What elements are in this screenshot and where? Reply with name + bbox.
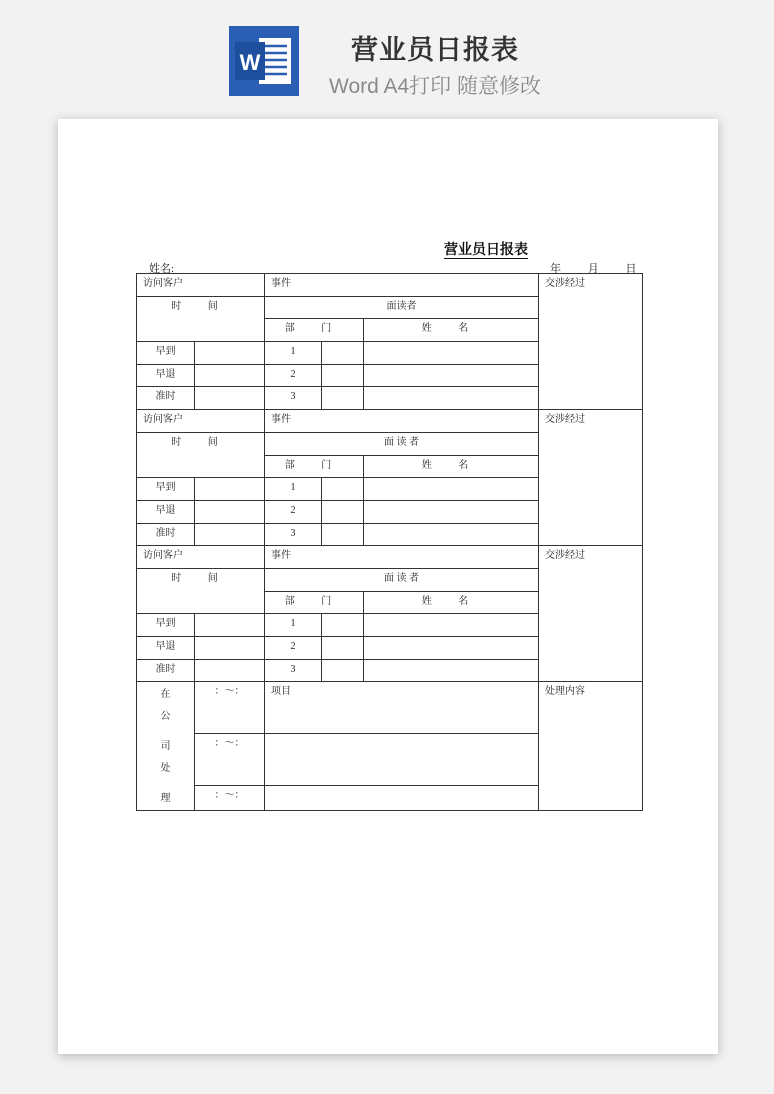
dept-input[interactable]: [322, 523, 364, 546]
row-number: 1: [265, 342, 322, 365]
time-input[interactable]: [195, 364, 265, 387]
name-header: 姓 名: [364, 591, 539, 614]
time-input[interactable]: [195, 342, 265, 365]
dept-input[interactable]: [322, 614, 364, 637]
time-input[interactable]: [195, 523, 265, 546]
early-arrival-label: 早到: [137, 478, 195, 501]
document-page: [58, 119, 718, 1054]
time-input[interactable]: [195, 387, 265, 410]
document-title: 营业员日报表: [444, 243, 528, 258]
dept-input[interactable]: [322, 342, 364, 365]
name-input[interactable]: [364, 659, 539, 682]
name-input[interactable]: [364, 500, 539, 523]
name-label: 姓名:: [149, 263, 175, 275]
dept-header: 部 门: [265, 455, 364, 478]
on-time-label: 准时: [137, 387, 195, 410]
name-input[interactable]: [364, 523, 539, 546]
row-number: 3: [265, 659, 322, 682]
office-item-cell[interactable]: [265, 785, 539, 811]
name-input[interactable]: [364, 387, 539, 410]
name-header: 姓 名: [364, 455, 539, 478]
interviewer-header: 面 读 者: [265, 568, 539, 591]
name-input[interactable]: [364, 478, 539, 501]
daily-report-table: [136, 273, 643, 811]
dept-input[interactable]: [322, 659, 364, 682]
office-time-range[interactable]: ：～：: [195, 733, 265, 785]
negotiation-cell[interactable]: 交涉经过: [539, 546, 643, 682]
negotiation-cell[interactable]: 交涉经过: [539, 410, 643, 546]
dept-header: 部 门: [265, 591, 364, 614]
visit-customer-cell[interactable]: 访问客户: [137, 274, 265, 297]
time-input[interactable]: [195, 659, 265, 682]
header-title: 营业员日报表: [351, 35, 519, 65]
name-input[interactable]: [364, 614, 539, 637]
time-header: 时 间: [137, 432, 265, 477]
dept-header: 部 门: [265, 319, 364, 342]
name-input[interactable]: [364, 364, 539, 387]
dept-input[interactable]: [322, 637, 364, 660]
time-input[interactable]: [195, 500, 265, 523]
row-number: 1: [265, 614, 322, 637]
on-time-label: 准时: [137, 659, 195, 682]
early-leave-label: 早退: [137, 637, 195, 660]
row-number: 2: [265, 637, 322, 660]
dept-input[interactable]: [322, 364, 364, 387]
time-input[interactable]: [195, 478, 265, 501]
office-item-cell[interactable]: [265, 733, 539, 785]
row-number: 2: [265, 364, 322, 387]
time-header: 时 间: [137, 296, 265, 341]
visit-customer-cell[interactable]: 访问客户: [137, 546, 265, 569]
header-subtitle: Word A4打印 随意修改: [329, 75, 541, 98]
negotiation-cell[interactable]: 交涉经过: [539, 274, 643, 410]
early-leave-label: 早退: [137, 500, 195, 523]
on-time-label: 准时: [137, 523, 195, 546]
office-time-range[interactable]: ：～：: [195, 785, 265, 811]
early-arrival-label: 早到: [137, 614, 195, 637]
office-handling-label: 在 公 司 处 理: [137, 682, 195, 811]
name-input[interactable]: [364, 342, 539, 365]
day-label: 日: [625, 263, 637, 275]
page-header: [0, 0, 774, 110]
word-icon: [229, 26, 299, 96]
row-number: 3: [265, 523, 322, 546]
row-number: 3: [265, 387, 322, 410]
interviewer-header: 面 读 者: [265, 432, 539, 455]
office-time-range[interactable]: ：～：: [195, 682, 265, 734]
dept-input[interactable]: [322, 387, 364, 410]
dept-input[interactable]: [322, 500, 364, 523]
row-number: 1: [265, 478, 322, 501]
watermark: [88, 444, 138, 497]
month-label: 月: [587, 263, 599, 275]
office-item-cell[interactable]: 项目: [265, 682, 539, 734]
office-content-cell[interactable]: 处理内容: [539, 682, 643, 811]
year-label: 年: [550, 263, 561, 275]
early-arrival-label: 早到: [137, 342, 195, 365]
interviewer-header: 面读者: [265, 296, 539, 319]
event-cell[interactable]: 事件: [265, 410, 539, 433]
time-header: 时 间: [137, 568, 265, 613]
early-leave-label: 早退: [137, 364, 195, 387]
dept-input[interactable]: [322, 478, 364, 501]
svg-text:W: W: [239, 50, 261, 75]
time-input[interactable]: [195, 614, 265, 637]
time-input[interactable]: [195, 637, 265, 660]
event-cell[interactable]: 事件: [265, 546, 539, 569]
name-header: 姓 名: [364, 319, 539, 342]
event-cell[interactable]: 事件: [265, 274, 539, 297]
name-input[interactable]: [364, 637, 539, 660]
row-number: 2: [265, 500, 322, 523]
visit-customer-cell[interactable]: 访问客户: [137, 410, 265, 433]
